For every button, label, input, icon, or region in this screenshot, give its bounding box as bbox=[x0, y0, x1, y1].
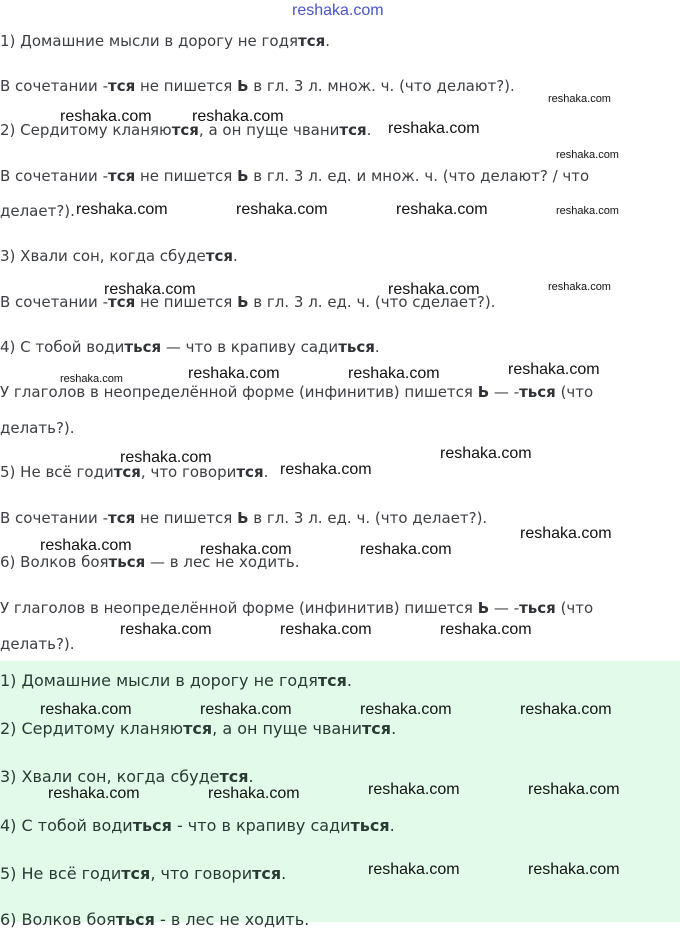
watermark-text: reshaka.com bbox=[368, 861, 460, 878]
explanation-pre-text: В сочетании - bbox=[0, 167, 108, 185]
answers-bold2-text: тся bbox=[362, 719, 392, 738]
explanation-bold-text: тся bbox=[298, 32, 326, 50]
explanation-mid-text: не пишется bbox=[135, 509, 238, 527]
watermark-text: reshaka.com bbox=[360, 701, 452, 718]
answers-post-text: - в лес не ходить. bbox=[154, 910, 310, 929]
watermark-text: reshaka.com bbox=[60, 108, 152, 125]
explanation-post-text: (что bbox=[555, 599, 594, 617]
explanation-mid-text: не пишется bbox=[135, 167, 238, 185]
explanation-post-text: . bbox=[366, 121, 372, 139]
explanation-post-text: (что bbox=[555, 383, 594, 401]
explanation-pre-text: 2) Сердитому кланяю bbox=[0, 121, 172, 139]
watermark-text: reshaka.com bbox=[280, 461, 372, 478]
answers-bold-text: ться bbox=[132, 816, 172, 835]
explanation-bold2-text: Ь bbox=[237, 509, 249, 527]
answers-bold-text: тся bbox=[183, 719, 213, 738]
watermark-text: reshaka.com bbox=[548, 93, 611, 105]
explanation-post-text: в гл. 3 л. ед. ч. (что делает?). bbox=[248, 509, 488, 527]
answers-bold-text: тся bbox=[317, 671, 347, 690]
watermark-text: reshaka.com bbox=[348, 365, 440, 382]
watermark-text: reshaka.com bbox=[60, 373, 123, 385]
answers-post-text: . bbox=[389, 816, 395, 835]
watermark-text: reshaka.com bbox=[396, 201, 488, 218]
answers-post-text: . bbox=[346, 671, 352, 690]
answers-post-text: . bbox=[248, 767, 254, 786]
explanation-mid-text: — - bbox=[489, 599, 520, 617]
answers-pre-text: 3) Хвали сон, когда сбуде bbox=[0, 767, 220, 786]
watermark-text: reshaka.com bbox=[48, 785, 140, 802]
explanation-bold-text: тся bbox=[108, 167, 136, 185]
explanation-post-text: в гл. 3 л. ед. ч. (что сделает?). bbox=[248, 293, 496, 311]
explanation-pre-text: делать?). bbox=[0, 419, 75, 437]
watermark-text: reshaka.com bbox=[40, 537, 132, 554]
site-logo-link[interactable]: reshaka.com bbox=[292, 2, 384, 19]
explanation-pre-text: делать?). bbox=[0, 635, 75, 653]
watermark-text: reshaka.com bbox=[440, 621, 532, 638]
explanation-mid-text: — - bbox=[489, 383, 520, 401]
watermark-text: reshaka.com bbox=[368, 781, 460, 798]
explanation-line bbox=[0, 508, 487, 528]
explanation-post-text: в гл. 3 л. ед. и множ. ч. (что делают? / что bbox=[248, 167, 590, 185]
explanation-bold-text: Ь bbox=[477, 599, 490, 617]
explanation-line bbox=[0, 201, 75, 221]
explanation-post-text: — в лес не ходить. bbox=[145, 553, 300, 571]
explanation-bold2-text: тся bbox=[339, 121, 367, 139]
answers-post-text: . bbox=[281, 864, 287, 883]
explanation-bold-text: ться bbox=[124, 338, 162, 356]
answers-line bbox=[0, 767, 254, 787]
answers-line bbox=[0, 671, 352, 691]
watermark-text: reshaka.com bbox=[40, 701, 132, 718]
explanation-pre-text: В сочетании - bbox=[0, 509, 108, 527]
explanation-bold-text: Ь bbox=[477, 383, 490, 401]
answers-pre-text: 1) Домашние мысли в дорогу не годя bbox=[0, 671, 318, 690]
answers-line bbox=[0, 816, 395, 836]
watermark-text: reshaka.com bbox=[188, 365, 280, 382]
watermark-text: reshaka.com bbox=[520, 525, 612, 542]
explanation-pre-text: У глаголов в неопределённой форме (инфинитив) пишется bbox=[0, 599, 478, 617]
watermark-text: reshaka.com bbox=[200, 541, 292, 558]
explanation-pre-text: 6) Волков боя bbox=[0, 553, 109, 571]
explanation-bold2-text: ться bbox=[519, 383, 556, 401]
watermark-text: reshaka.com bbox=[120, 449, 212, 466]
explanation-bold2-text: ться bbox=[338, 338, 375, 356]
explanation-pre-text: У глаголов в неопределённой форме (инфинитив) пишется bbox=[0, 383, 478, 401]
watermark-text: reshaka.com bbox=[120, 621, 212, 638]
explanation-line bbox=[0, 634, 75, 654]
explanation-pre-text: делает?). bbox=[0, 202, 75, 220]
explanation-line bbox=[0, 418, 75, 438]
explanation-line bbox=[0, 337, 380, 357]
explanation-mid-text: — что в крапиву сади bbox=[161, 338, 339, 356]
explanation-post-text: в гл. 3 л. множ. ч. (что делают?). bbox=[248, 77, 515, 95]
explanation-bold-text: тся bbox=[171, 121, 199, 139]
explanation-mid-text: не пишется bbox=[135, 293, 238, 311]
watermark-text: reshaka.com bbox=[192, 108, 284, 125]
answers-pre-text: 2) Сердитому кланяю bbox=[0, 719, 184, 738]
explanation-mid-text: не пишется bbox=[135, 77, 238, 95]
watermark-text: reshaka.com bbox=[528, 781, 620, 798]
watermark-text: reshaka.com bbox=[208, 785, 300, 802]
answers-bold-text: тся bbox=[121, 864, 151, 883]
watermark-text: reshaka.com bbox=[360, 541, 452, 558]
explanation-mid-text: , а он пуще чвани bbox=[198, 121, 340, 139]
watermark-text: reshaka.com bbox=[388, 281, 480, 298]
explanation-line bbox=[0, 76, 515, 96]
explanation-bold-text: тся bbox=[108, 509, 136, 527]
watermark-text: reshaka.com bbox=[556, 205, 619, 217]
explanation-bold2-text: тся bbox=[236, 463, 264, 481]
explanation-post-text: . bbox=[374, 338, 380, 356]
explanation-pre-text: В сочетании - bbox=[0, 293, 108, 311]
watermark-text: reshaka.com bbox=[388, 120, 480, 137]
watermark-text: reshaka.com bbox=[556, 149, 619, 161]
explanation-bold2-text: Ь bbox=[237, 293, 249, 311]
explanation-line bbox=[0, 246, 238, 266]
answers-pre-text: 6) Волков боя bbox=[0, 910, 116, 929]
answers-line bbox=[0, 910, 309, 930]
explanation-pre-text: 1) Домашние мысли в дорогу не годя bbox=[0, 32, 298, 50]
answers-pre-text: 4) С тобой води bbox=[0, 816, 133, 835]
explanation-post-text: . bbox=[263, 463, 269, 481]
explanation-pre-text: 4) С тобой води bbox=[0, 338, 125, 356]
answers-bold2-text: тся bbox=[252, 864, 282, 883]
answers-post-text: . bbox=[391, 719, 397, 738]
explanation-pre-text: 3) Хвали сон, когда сбуде bbox=[0, 247, 206, 265]
explanation-bold-text: ться bbox=[108, 553, 146, 571]
explanation-bold2-text: Ь bbox=[237, 77, 249, 95]
watermark-text: reshaka.com bbox=[200, 701, 292, 718]
watermark-text: reshaka.com bbox=[528, 861, 620, 878]
watermark-text: reshaka.com bbox=[508, 361, 600, 378]
answers-mid-text: - что в крапиву сади bbox=[171, 816, 351, 835]
watermark-text: reshaka.com bbox=[548, 281, 611, 293]
explanation-post-text: . bbox=[325, 32, 330, 50]
watermark-text: reshaka.com bbox=[76, 201, 168, 218]
explanation-bold2-text: Ь bbox=[237, 167, 249, 185]
answers-bold-text: тся bbox=[219, 767, 249, 786]
answers-pre-text: 5) Не всё годи bbox=[0, 864, 122, 883]
explanation-mid-text: , что говори bbox=[140, 463, 237, 481]
explanation-bold2-text: ться bbox=[519, 599, 556, 617]
explanation-bold-text: тся bbox=[108, 77, 136, 95]
answers-line bbox=[0, 864, 286, 884]
explanation-post-text: . bbox=[233, 247, 238, 265]
explanation-line bbox=[0, 382, 593, 402]
answers-bold2-text: ться bbox=[350, 816, 390, 835]
explanation-line bbox=[0, 31, 330, 51]
explanation-bold-text: тся bbox=[205, 247, 233, 265]
explanation-line bbox=[0, 598, 593, 618]
explanation-bold-text: тся bbox=[113, 463, 141, 481]
watermark-text: reshaka.com bbox=[440, 445, 532, 462]
explanation-bold-text: тся bbox=[108, 293, 136, 311]
answers-bold-text: ться bbox=[115, 910, 155, 929]
watermark-text: reshaka.com bbox=[280, 621, 372, 638]
watermark-text: reshaka.com bbox=[104, 281, 196, 298]
watermark-text: reshaka.com bbox=[236, 201, 328, 218]
answers-line bbox=[0, 719, 396, 739]
explanation-line bbox=[0, 120, 371, 140]
explanation-pre-text: В сочетании - bbox=[0, 77, 108, 95]
explanation-line bbox=[0, 166, 589, 186]
answers-mid-text: , что говори bbox=[150, 864, 253, 883]
answers-mid-text: , а он пуще чвани bbox=[212, 719, 363, 738]
explanation-pre-text: 5) Не всё годи bbox=[0, 463, 114, 481]
watermark-text: reshaka.com bbox=[520, 701, 612, 718]
